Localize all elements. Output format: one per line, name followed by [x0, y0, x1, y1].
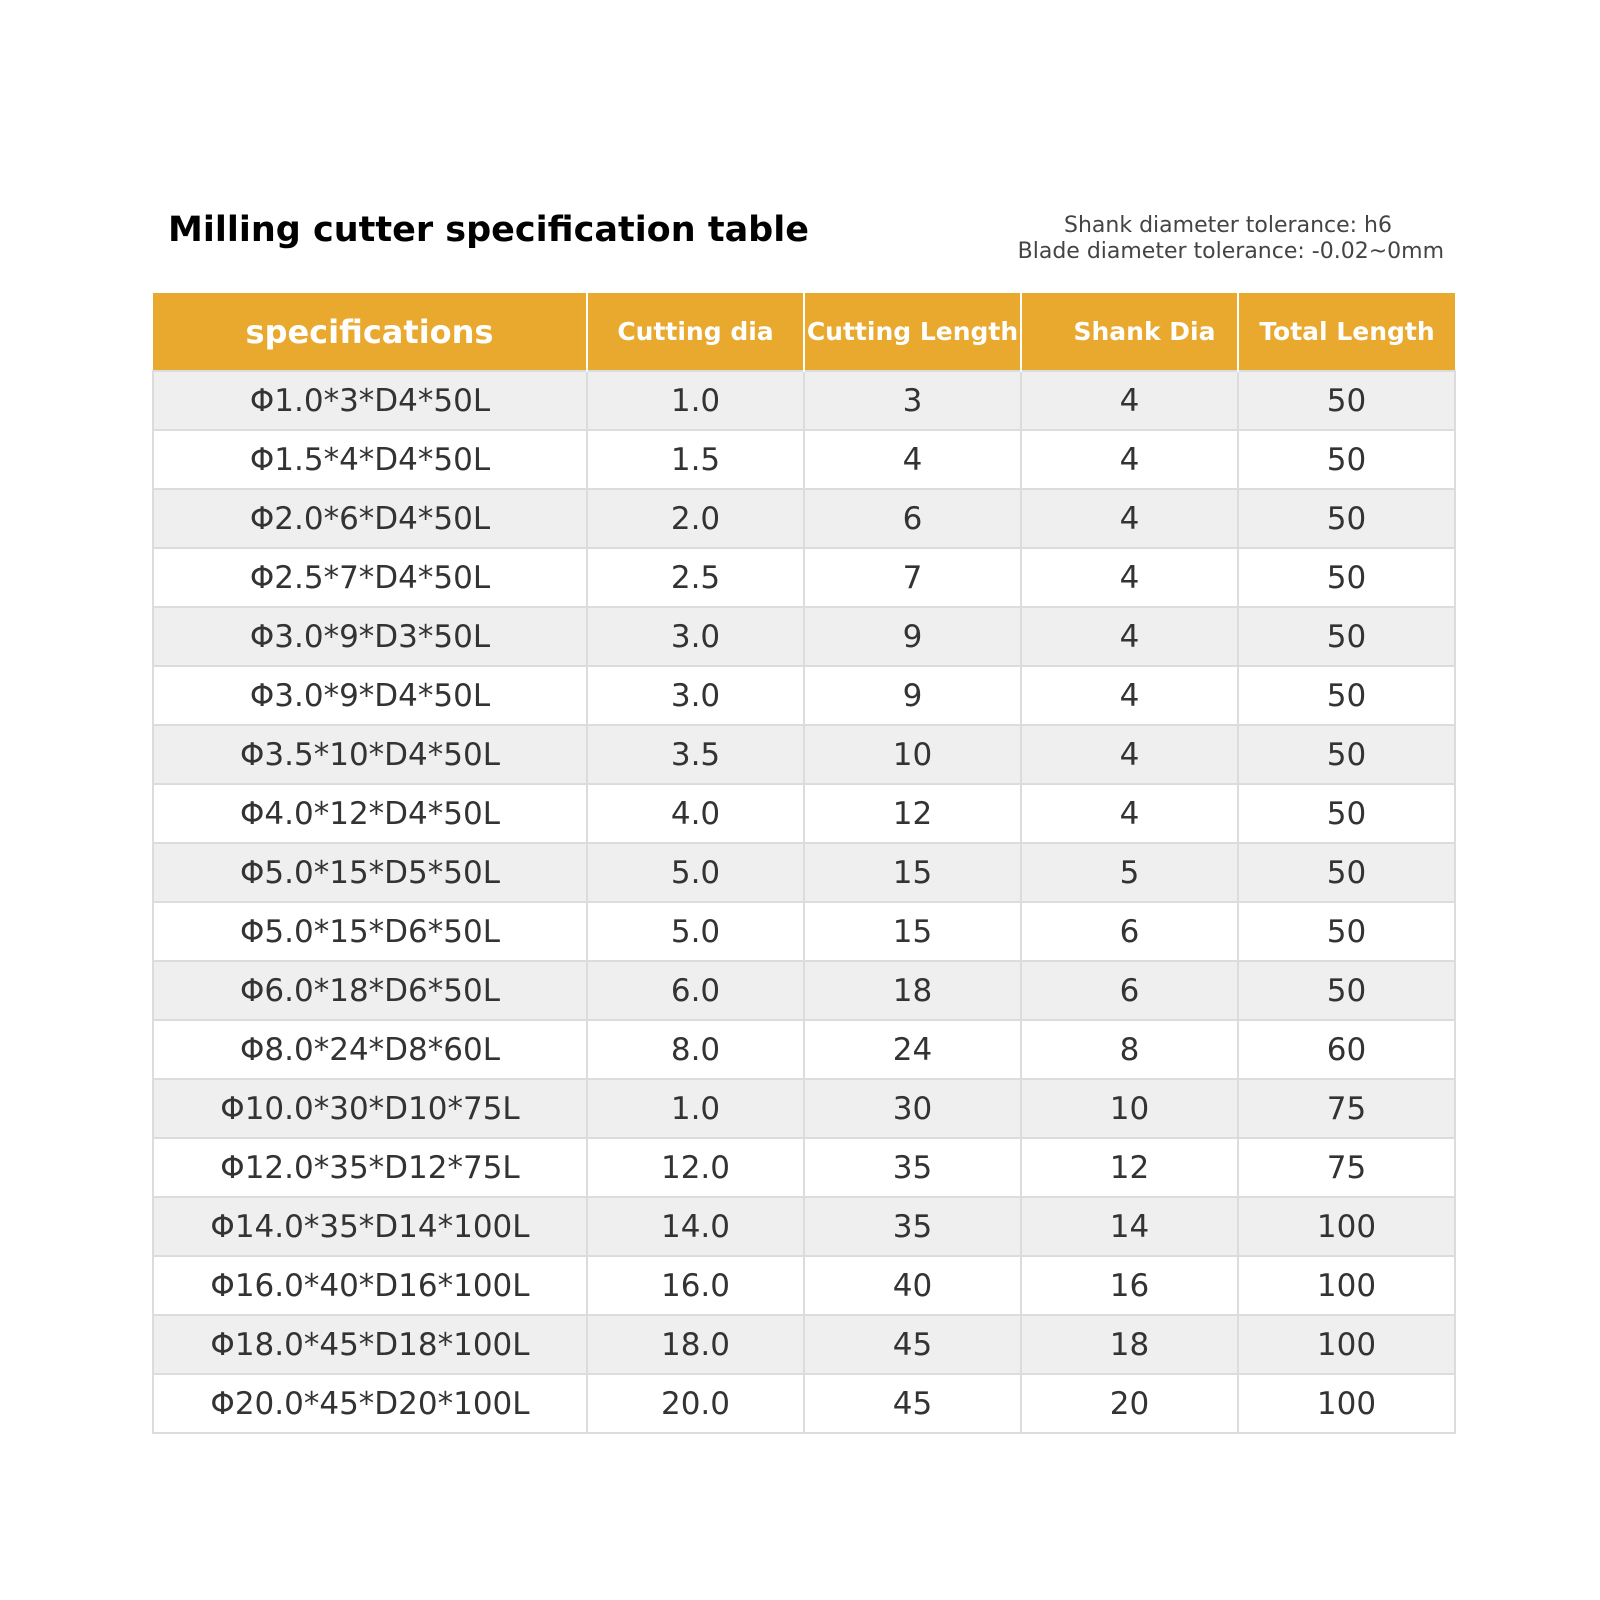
cutting-dia-cell: 5.0: [587, 902, 804, 961]
cutting-dia-cell: 5.0: [587, 843, 804, 902]
table-row: [153, 1079, 1455, 1138]
total-length-cell: 50: [1238, 548, 1455, 607]
shank-dia-cell: 5: [1021, 843, 1238, 902]
cutting-length-cell: 4: [804, 430, 1021, 489]
tolerance-notes: [1018, 213, 1444, 265]
spec-cell: Φ20.0*45*D20*100L: [153, 1374, 587, 1433]
table-row: [153, 1138, 1455, 1197]
cutting-dia-cell: 3.5: [587, 725, 804, 784]
shank-dia-cell: 10: [1021, 1079, 1238, 1138]
table-row: [153, 1020, 1455, 1079]
cutting-dia-cell: 1.5: [587, 430, 804, 489]
column-header-total-length: Total Length: [1238, 293, 1455, 371]
spec-cell: Φ14.0*35*D14*100L: [153, 1197, 587, 1256]
cutting-length-cell: 45: [804, 1374, 1021, 1433]
total-length-cell: 50: [1238, 489, 1455, 548]
table-row: [153, 489, 1455, 548]
spec-cell: Φ1.0*3*D4*50L: [153, 371, 587, 430]
spec-cell: Φ3.0*9*D4*50L: [153, 666, 587, 725]
cutting-dia-cell: 1.0: [587, 1079, 804, 1138]
table-row: [153, 902, 1455, 961]
table-row: [153, 1256, 1455, 1315]
table-row: [153, 666, 1455, 725]
shank-dia-cell: 4: [1021, 430, 1238, 489]
cutting-dia-cell: 3.0: [587, 666, 804, 725]
spec-cell: Φ18.0*45*D18*100L: [153, 1315, 587, 1374]
total-length-cell: 50: [1238, 784, 1455, 843]
total-length-cell: 100: [1238, 1256, 1455, 1315]
total-length-cell: 50: [1238, 430, 1455, 489]
table-row: [153, 548, 1455, 607]
spec-cell: Φ2.5*7*D4*50L: [153, 548, 587, 607]
shank-dia-cell: 4: [1021, 371, 1238, 430]
shank-dia-cell: 6: [1021, 902, 1238, 961]
cutting-length-cell: 45: [804, 1315, 1021, 1374]
spec-cell: Φ8.0*24*D8*60L: [153, 1020, 587, 1079]
spec-cell: Φ5.0*15*D6*50L: [153, 902, 587, 961]
shank-tolerance-note: Shank diameter tolerance: h6: [1064, 213, 1392, 238]
spec-cell: Φ10.0*30*D10*75L: [153, 1079, 587, 1138]
total-length-cell: 60: [1238, 1020, 1455, 1079]
cutting-length-cell: 9: [804, 607, 1021, 666]
spec-cell: Φ5.0*15*D5*50L: [153, 843, 587, 902]
cutting-length-cell: 15: [804, 902, 1021, 961]
total-length-cell: 75: [1238, 1079, 1455, 1138]
column-header-shank-dia: Shank Dia: [1021, 293, 1238, 371]
total-length-cell: 100: [1238, 1197, 1455, 1256]
cutting-dia-cell: 6.0: [587, 961, 804, 1020]
cutting-dia-cell: 20.0: [587, 1374, 804, 1433]
column-header-specifications: specifications: [153, 293, 587, 371]
total-length-cell: 50: [1238, 843, 1455, 902]
total-length-cell: 100: [1238, 1315, 1455, 1374]
cutting-length-cell: 18: [804, 961, 1021, 1020]
cutting-length-cell: 30: [804, 1079, 1021, 1138]
cutting-length-cell: 40: [804, 1256, 1021, 1315]
cutting-dia-cell: 4.0: [587, 784, 804, 843]
cutting-dia-cell: 2.5: [587, 548, 804, 607]
shank-dia-cell: 12: [1021, 1138, 1238, 1197]
blade-tolerance-note: Blade diameter tolerance: -0.02~0mm: [1017, 239, 1444, 264]
shank-dia-cell: 8: [1021, 1020, 1238, 1079]
cutting-length-cell: 3: [804, 371, 1021, 430]
cutting-dia-cell: 1.0: [587, 371, 804, 430]
cutting-dia-cell: 16.0: [587, 1256, 804, 1315]
table-row: [153, 784, 1455, 843]
column-header-cutting-dia: Cutting dia: [587, 293, 804, 371]
cutting-dia-cell: 14.0: [587, 1197, 804, 1256]
table-row: [153, 725, 1455, 784]
table-row: [153, 371, 1455, 430]
page-title: Milling cutter specification table: [168, 210, 809, 250]
spec-cell: Φ1.5*4*D4*50L: [153, 430, 587, 489]
table-row: [153, 843, 1455, 902]
total-length-cell: 50: [1238, 607, 1455, 666]
cutting-length-cell: 35: [804, 1197, 1021, 1256]
table-header-row: [153, 293, 1455, 371]
cutting-dia-cell: 2.0: [587, 489, 804, 548]
spec-cell: Φ3.5*10*D4*50L: [153, 725, 587, 784]
table-row: [153, 961, 1455, 1020]
shank-dia-cell: 4: [1021, 725, 1238, 784]
cutting-dia-cell: 12.0: [587, 1138, 804, 1197]
shank-dia-cell: 4: [1021, 607, 1238, 666]
spec-cell: Φ3.0*9*D3*50L: [153, 607, 587, 666]
table-row: [153, 607, 1455, 666]
total-length-cell: 50: [1238, 961, 1455, 1020]
cutting-length-cell: 12: [804, 784, 1021, 843]
cutting-dia-cell: 8.0: [587, 1020, 804, 1079]
cutting-length-cell: 9: [804, 666, 1021, 725]
total-length-cell: 50: [1238, 666, 1455, 725]
total-length-cell: 50: [1238, 902, 1455, 961]
spec-cell: Φ2.0*6*D4*50L: [153, 489, 587, 548]
total-length-cell: 100: [1238, 1374, 1455, 1433]
spec-cell: Φ12.0*35*D12*75L: [153, 1138, 587, 1197]
cutting-length-cell: 6: [804, 489, 1021, 548]
table-row: [153, 1374, 1455, 1433]
cutting-dia-cell: 18.0: [587, 1315, 804, 1374]
shank-dia-cell: 4: [1021, 666, 1238, 725]
cutting-dia-cell: 3.0: [587, 607, 804, 666]
column-header-cutting-length: Cutting Length: [804, 293, 1021, 371]
shank-dia-cell: 14: [1021, 1197, 1238, 1256]
table-row: [153, 1197, 1455, 1256]
table-row: [153, 430, 1455, 489]
shank-dia-cell: 4: [1021, 489, 1238, 548]
total-length-cell: 50: [1238, 725, 1455, 784]
cutting-length-cell: 15: [804, 843, 1021, 902]
total-length-cell: 75: [1238, 1138, 1455, 1197]
cutting-length-cell: 24: [804, 1020, 1021, 1079]
shank-dia-cell: 20: [1021, 1374, 1238, 1433]
spec-cell: Φ16.0*40*D16*100L: [153, 1256, 587, 1315]
shank-dia-cell: 4: [1021, 548, 1238, 607]
shank-dia-cell: 16: [1021, 1256, 1238, 1315]
spec-cell: Φ4.0*12*D4*50L: [153, 784, 587, 843]
table-row: [153, 1315, 1455, 1374]
table-body: [153, 371, 1455, 1433]
cutting-length-cell: 35: [804, 1138, 1021, 1197]
shank-dia-cell: 6: [1021, 961, 1238, 1020]
specification-table: [152, 293, 1456, 1434]
shank-dia-cell: 18: [1021, 1315, 1238, 1374]
spec-cell: Φ6.0*18*D6*50L: [153, 961, 587, 1020]
total-length-cell: 50: [1238, 371, 1455, 430]
cutting-length-cell: 7: [804, 548, 1021, 607]
cutting-length-cell: 10: [804, 725, 1021, 784]
shank-dia-cell: 4: [1021, 784, 1238, 843]
